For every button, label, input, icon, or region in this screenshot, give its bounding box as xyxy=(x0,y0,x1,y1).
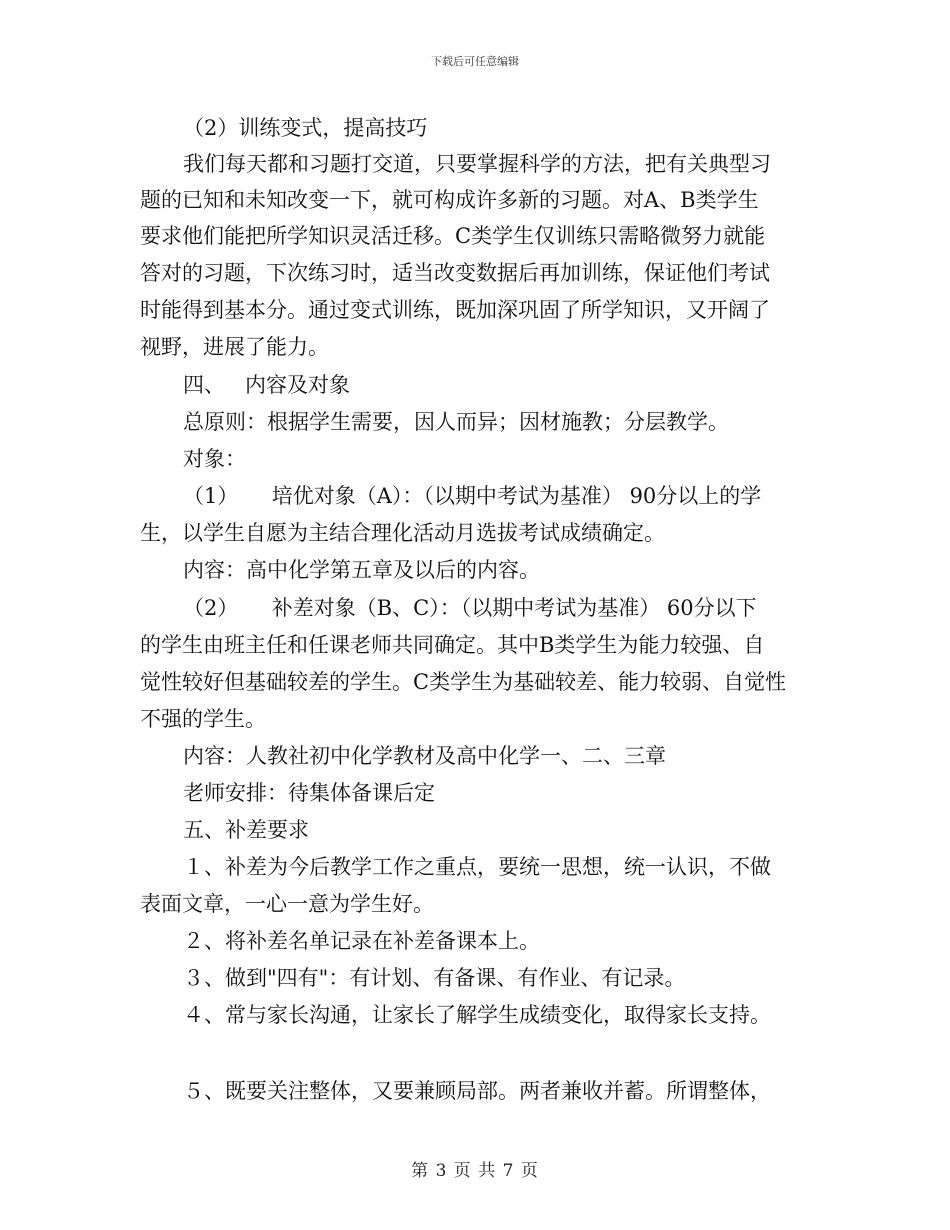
text-line: 对象： xyxy=(183,447,246,471)
text-line: 答对的习题，下次练习时，适当改变数据后再加训练，保证他们考试 xyxy=(140,261,770,285)
text-line: 生，以学生自愿为主结合理化活动月选拔考试成绩确定。 xyxy=(140,521,665,545)
text-line: 题的已知和未知改变一下，就可构成许多新的习题。对A、B类学生 xyxy=(140,188,759,212)
text-line: 老师安排：待集体备课后定 xyxy=(183,781,435,805)
text-line: 总原则：根据学生需要，因人而异；因材施教；分层教学。 xyxy=(183,410,729,434)
text-line: 视野，进展了能力。 xyxy=(140,335,329,359)
text-line: 表面文章，一心一意为学生好。 xyxy=(140,892,434,916)
text-line: １、补差为今后教学工作之重点，要统一思想，统一认识，不做 xyxy=(183,855,771,879)
text-line: （2） 补差对象（B、C）：（以期中考试为基准） 60分以下 xyxy=(183,596,757,620)
text-line: ２、将补差名单记录在补差备课本上。 xyxy=(183,929,540,953)
text-line: ４、常与家长沟通，让家长了解学生成绩变化，取得家长支持。 xyxy=(183,1003,771,1027)
text-line: （1） 培优对象（A）：（以期中考试为基准） 90分以上的学 xyxy=(183,484,762,508)
text-line: （2）训练变式，提高技巧 xyxy=(183,116,428,140)
text-line: 的学生由班主任和任课老师共同确定。其中B类学生为能力较强、自 xyxy=(140,633,765,657)
text-line: ３、做到"四有"：有计划、有备课、有作业、有记录。 xyxy=(183,966,686,990)
section-heading: 四、 内容及对象 xyxy=(183,373,351,397)
text-line: ５、既要关注整体，又要兼顾局部。两者兼收并蓄。所谓整体， xyxy=(183,1079,771,1103)
text-line: 不强的学生。 xyxy=(140,707,266,731)
page-header: 下载后可任意编辑 xyxy=(431,55,519,68)
text-line: 内容：高中化学第五章及以后的内容。 xyxy=(183,558,540,582)
text-line: 时能得到基本分。通过变式训练，既加深巩固了所学知识，又开阔了 xyxy=(140,298,770,322)
page-footer: 第 3 页 共 7 页 xyxy=(411,1161,539,1181)
text-line: 要求他们能把所学知识灵活迁移。C类学生仅训练只需略微努力就能 xyxy=(140,224,766,248)
text-line: 我们每天都和习题打交道，只要掌握科学的方法，把有关典型习 xyxy=(183,152,771,176)
text-line: 觉性较好但基础较差的学生。C类学生为基础较差、能力较弱、自觉性 xyxy=(140,670,787,694)
text-line: 内容：人教社初中化学教材及高中化学一、二、三章 xyxy=(183,744,666,768)
section-heading: 五、补差要求 xyxy=(183,818,309,842)
